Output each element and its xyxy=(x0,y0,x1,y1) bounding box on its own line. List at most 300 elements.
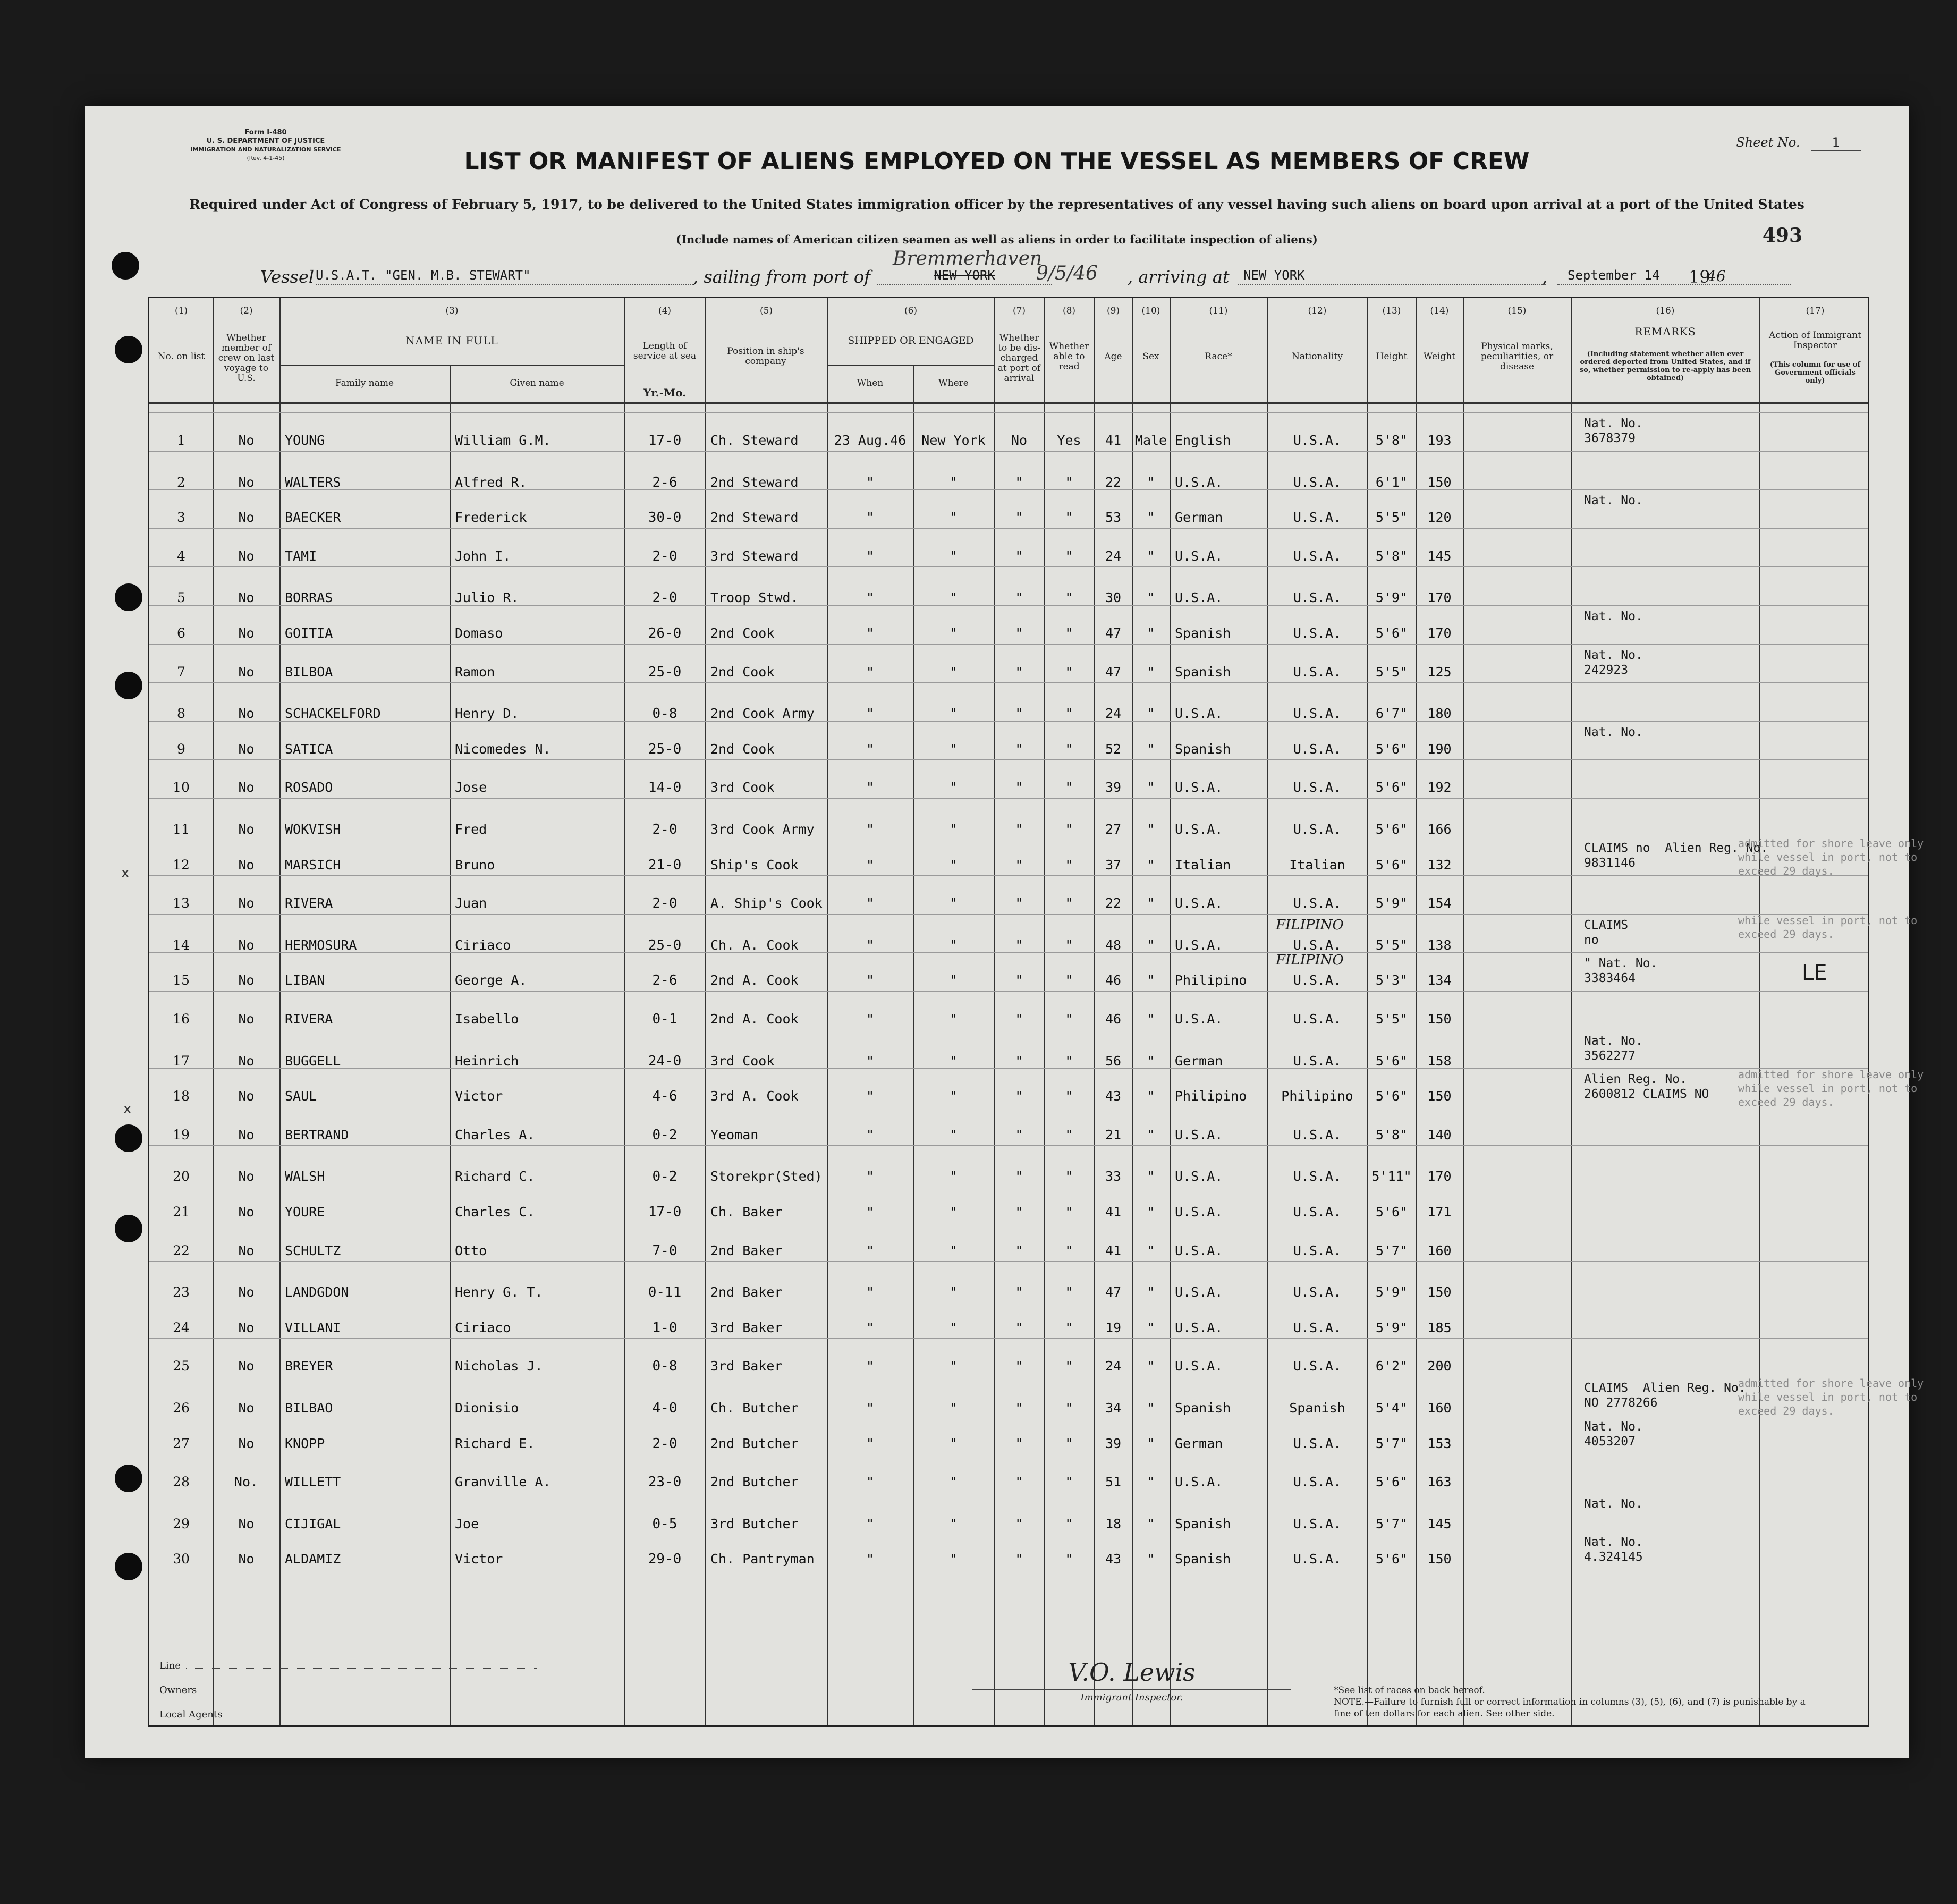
cell-service: 2-0 xyxy=(652,1435,677,1452)
cell-where: " xyxy=(949,1400,958,1416)
ledger-rule xyxy=(149,1145,1868,1146)
cell-family: SCHULTZ xyxy=(285,1242,341,1258)
cell-age: 22 xyxy=(1105,895,1122,911)
cell-service: 4-0 xyxy=(652,1400,677,1416)
cell-given: Juan xyxy=(455,895,487,911)
cell-read: " xyxy=(1065,548,1073,564)
cell-disch: " xyxy=(1015,822,1023,837)
manifest-sheet xyxy=(85,106,1924,1758)
cell-nat: U.S.A. xyxy=(1293,1474,1342,1490)
cell-sex: " xyxy=(1147,741,1155,757)
cell-no: 1 xyxy=(177,433,185,448)
cell-family: KNOPP xyxy=(285,1435,325,1451)
cell-where: " xyxy=(949,1053,958,1069)
cell-when: " xyxy=(866,510,875,526)
cell-height: 5'8" xyxy=(1375,548,1408,564)
cell-nat: Philipino xyxy=(1281,1088,1353,1104)
cell-nat: U.S.A. xyxy=(1293,474,1342,490)
cell-where: " xyxy=(949,822,958,837)
cell-nat: U.S.A. xyxy=(1293,780,1342,796)
cell-given: Isabello xyxy=(455,1011,519,1027)
cell-no: 4 xyxy=(177,548,185,564)
cell-weight: 166 xyxy=(1427,822,1452,837)
sheet-number: Sheet No. 1 xyxy=(1736,135,1861,150)
cell-weight: 163 xyxy=(1427,1474,1452,1490)
cell-nat: U.S.A. xyxy=(1293,1358,1342,1374)
cell-when: " xyxy=(866,1319,875,1335)
cell-when: " xyxy=(866,857,875,873)
cell-weight: 190 xyxy=(1427,741,1452,757)
cell-height: 5'6" xyxy=(1375,1474,1408,1490)
cell-when: " xyxy=(866,1242,875,1258)
cell-nat: U.S.A. xyxy=(1293,1011,1342,1027)
cell-when: " xyxy=(866,937,875,953)
cell-disch: " xyxy=(1015,474,1023,490)
cell-age: 47 xyxy=(1105,1284,1122,1300)
cell-family: YOURE xyxy=(285,1204,325,1220)
cell-height: 5'5" xyxy=(1375,937,1408,953)
remark-faded-stamp: admitted for shore leave only while vessel in port, not to exceed 29 days. xyxy=(1738,1377,1924,1417)
cell-sex: " xyxy=(1147,1551,1155,1567)
cell-age: 33 xyxy=(1105,1169,1122,1184)
cell-last: No xyxy=(238,590,255,606)
cell-last: No xyxy=(238,1516,255,1531)
cell-when: " xyxy=(866,780,875,796)
cell-nat: U.S.A. xyxy=(1293,895,1342,911)
cell-position: 3rd Cook Army xyxy=(710,822,815,837)
punch-hole xyxy=(115,1124,142,1152)
cell-race: U.S.A. xyxy=(1175,1474,1223,1490)
cell-service: 2-0 xyxy=(652,548,677,564)
punch-hole xyxy=(115,1215,142,1242)
cell-given: John I. xyxy=(455,548,511,564)
cell-service: 14-0 xyxy=(648,780,682,796)
inspector-signature xyxy=(972,1658,1291,1703)
cell-weight: 134 xyxy=(1427,972,1452,988)
cell-disch: " xyxy=(1015,1358,1023,1374)
cell-no: 7 xyxy=(177,664,185,680)
cell-disch: " xyxy=(1015,857,1023,873)
cell-when: " xyxy=(866,625,875,641)
cell-sex: " xyxy=(1147,780,1155,796)
cell-nat: U.S.A. xyxy=(1293,1242,1342,1258)
cell-height: 5'3" xyxy=(1375,972,1408,988)
cell-disch: " xyxy=(1015,1204,1023,1220)
cell-sex: " xyxy=(1147,510,1155,526)
cell-service: 23-0 xyxy=(648,1474,682,1491)
cell-family: GOITIA xyxy=(285,625,333,641)
cell-disch: " xyxy=(1015,1088,1023,1104)
cell-age: 37 xyxy=(1105,857,1122,873)
cell-position: A. Ship's Cook xyxy=(710,895,823,911)
cell-family: VILLANI xyxy=(285,1319,341,1335)
cell-given: Heinrich xyxy=(455,1053,519,1069)
nationality-handwritten: FILIPINO xyxy=(1276,952,1344,969)
cell-age: 19 xyxy=(1105,1319,1122,1335)
cell-sex: " xyxy=(1147,1011,1155,1027)
cell-disch: " xyxy=(1015,1053,1023,1069)
cell-height: 5'6" xyxy=(1375,1551,1408,1567)
cell-family: BAECKER xyxy=(285,510,341,526)
cell-no: 23 xyxy=(173,1284,190,1300)
inspector-action-mark: LE xyxy=(1802,961,1827,986)
cell-nat: U.S.A. xyxy=(1293,1435,1342,1451)
cell-where: " xyxy=(949,780,958,796)
remark-text: Nat. No. xyxy=(1584,494,1643,508)
cell-race: U.S.A. xyxy=(1175,474,1223,490)
cell-no: 11 xyxy=(173,822,190,837)
margin-mark: x xyxy=(121,865,130,881)
sailing-port-handwritten: Bremmerhaven xyxy=(893,248,1043,269)
cell-family: LANDGDON xyxy=(285,1284,349,1300)
cell-when: " xyxy=(866,1284,875,1300)
cell-age: 39 xyxy=(1105,780,1122,796)
col-service-header: Length of service at sea xyxy=(633,341,697,361)
cell-service: 25-0 xyxy=(648,741,682,757)
cell-family: BUGGELL xyxy=(285,1053,341,1069)
punch-hole xyxy=(115,672,142,699)
cell-last: No xyxy=(238,741,255,757)
cell-no: 17 xyxy=(173,1053,190,1069)
cell-read: " xyxy=(1065,1319,1073,1335)
cell-nat: U.S.A. xyxy=(1293,548,1342,564)
cell-read: " xyxy=(1065,937,1073,953)
cell-when: " xyxy=(866,1127,875,1143)
cell-disch: " xyxy=(1015,937,1023,953)
cell-when: " xyxy=(866,590,875,606)
cell-nat: U.S.A. xyxy=(1293,1169,1342,1184)
arrival-date: September 14 xyxy=(1557,268,1791,285)
cell-where: " xyxy=(949,1516,958,1531)
cell-where: " xyxy=(949,937,958,953)
cell-no: 21 xyxy=(173,1204,190,1220)
cell-given: Nicomedes N. xyxy=(455,741,551,757)
cell-weight: 154 xyxy=(1427,895,1452,911)
local-agents-field: Local Agents xyxy=(159,1709,530,1720)
ledger-rule xyxy=(149,798,1868,799)
cell-given: Jose xyxy=(455,780,487,796)
cell-weight: 125 xyxy=(1427,664,1452,680)
cell-last: No xyxy=(238,857,255,873)
cell-sex: " xyxy=(1147,1088,1155,1104)
cell-service: 0-8 xyxy=(652,1358,677,1375)
cell-service: 2-0 xyxy=(652,895,677,912)
cell-family: TAMI xyxy=(285,548,317,564)
cell-sex: " xyxy=(1147,1474,1155,1490)
cell-read: " xyxy=(1065,1435,1073,1451)
cell-age: 18 xyxy=(1105,1516,1122,1531)
cell-no: 5 xyxy=(177,590,185,606)
cell-when: " xyxy=(866,1400,875,1416)
cell-read: " xyxy=(1065,1284,1073,1300)
cell-nat: U.S.A. xyxy=(1293,706,1342,722)
cell-service: 29-0 xyxy=(648,1551,682,1568)
cell-last: No xyxy=(238,1011,255,1027)
cell-nat: U.S.A. xyxy=(1293,433,1342,448)
cell-nat: U.S.A. xyxy=(1293,1551,1342,1567)
remark-text: Nat. No. xyxy=(1584,1496,1643,1511)
cell-nat: U.S.A. xyxy=(1293,1204,1342,1220)
cell-race: U.S.A. xyxy=(1175,1011,1223,1027)
cell-sex: " xyxy=(1147,664,1155,680)
cell-race: U.S.A. xyxy=(1175,1358,1223,1374)
punch-hole xyxy=(115,1465,142,1492)
ledger-rule xyxy=(149,914,1868,915)
page-title: LIST OR MANIFEST OF ALIENS EMPLOYED ON THE VESSEL AS MEMBERS OF CREW xyxy=(464,148,1530,175)
cell-when: " xyxy=(866,474,875,490)
ledger-rule xyxy=(149,682,1868,683)
cell-nat: U.S.A. xyxy=(1293,972,1342,988)
cell-service: 21-0 xyxy=(648,857,682,873)
cell-position: 3rd A. Cook xyxy=(710,1088,799,1104)
cell-when: " xyxy=(866,1551,875,1567)
cell-when: " xyxy=(866,741,875,757)
page-subnote: (Include names of American citizen seamen as well as aliens in order to facilitate inspection of aliens) xyxy=(676,233,1318,246)
cell-where: " xyxy=(949,1127,958,1143)
cell-position: 3rd Cook xyxy=(710,780,775,796)
cell-race: U.S.A. xyxy=(1175,895,1223,911)
line-field: Line xyxy=(159,1660,537,1671)
remark-text: Alien Reg. No. 2600812 CLAIMS NO xyxy=(1584,1072,1709,1102)
cell-position: Storekpr(Sted) xyxy=(710,1169,823,1184)
cell-when: " xyxy=(866,706,875,722)
cell-when: " xyxy=(866,664,875,680)
punch-hole xyxy=(115,583,142,611)
cell-height: 5'7" xyxy=(1375,1242,1408,1258)
cell-age: 24 xyxy=(1105,706,1122,722)
cell-age: 43 xyxy=(1105,1551,1122,1567)
ledger-rule xyxy=(149,528,1868,529)
remark-text: Nat. No. 242923 xyxy=(1584,648,1643,677)
cell-where: " xyxy=(949,1242,958,1258)
cell-weight: 145 xyxy=(1427,1516,1452,1531)
cell-height: 5'11" xyxy=(1371,1169,1412,1184)
cell-weight: 192 xyxy=(1427,780,1452,796)
cell-last: No xyxy=(238,1053,255,1069)
vessel-label: Vessel xyxy=(260,267,315,287)
cell-weight: 150 xyxy=(1427,474,1452,490)
cell-given: Ciriaco xyxy=(455,1319,511,1335)
cell-given: Henry D. xyxy=(455,706,519,722)
cell-last: No xyxy=(238,664,255,680)
cell-sex: " xyxy=(1147,1053,1155,1069)
cell-family: ROSADO xyxy=(285,780,333,796)
cell-family: WOKVISH xyxy=(285,822,341,837)
cell-weight: 160 xyxy=(1427,1400,1452,1416)
cell-where: " xyxy=(949,1358,958,1374)
cell-disch: " xyxy=(1015,1400,1023,1416)
cell-given: Charles C. xyxy=(455,1204,535,1220)
cell-no: 24 xyxy=(173,1319,190,1335)
cell-no: 9 xyxy=(177,741,185,757)
cell-no: 2 xyxy=(177,474,185,490)
cell-last: No xyxy=(238,1435,255,1451)
remark-faded-stamp: while vessel in port, not to exceed 29 days. xyxy=(1738,913,1918,941)
cell-read: " xyxy=(1065,706,1073,722)
cell-last: No xyxy=(238,1088,255,1104)
cell-nat: U.S.A. xyxy=(1293,625,1342,641)
ledger-rule xyxy=(149,759,1868,760)
col-family-header: Family name xyxy=(335,377,394,388)
remark-text: Nat. No. 4053207 xyxy=(1584,1419,1643,1449)
cell-disch: " xyxy=(1015,706,1023,722)
cell-sex: " xyxy=(1147,1319,1155,1335)
cell-weight: 150 xyxy=(1427,1011,1452,1027)
cell-where: " xyxy=(949,1435,958,1451)
cell-no: 29 xyxy=(173,1516,190,1531)
cell-nat: U.S.A. xyxy=(1293,937,1342,953)
cell-sex: " xyxy=(1147,1400,1155,1416)
ledger-rule xyxy=(149,991,1868,992)
cell-height: 5'9" xyxy=(1375,1284,1408,1300)
cell-sex: " xyxy=(1147,1204,1155,1220)
remark-text: Nat. No. 4.324145 xyxy=(1584,1535,1643,1564)
cell-no: 18 xyxy=(173,1088,190,1104)
stamp-number: 493 xyxy=(1762,224,1802,247)
col-service-unit: Yr.-Mo. xyxy=(643,386,687,399)
cell-age: 41 xyxy=(1105,1204,1122,1220)
cell-no: 14 xyxy=(173,937,190,953)
cell-disch: " xyxy=(1015,1435,1023,1451)
cell-age: 27 xyxy=(1105,822,1122,837)
cell-position: 2nd Cook xyxy=(710,664,775,680)
cell-weight: 170 xyxy=(1427,625,1452,641)
sailing-port: NEW YORK xyxy=(877,268,1052,285)
cell-race: U.S.A. xyxy=(1175,548,1223,564)
cell-read: " xyxy=(1065,664,1073,680)
cell-given: Frederick xyxy=(455,510,527,526)
cell-service: 17-0 xyxy=(648,433,682,449)
cell-given: William G.M. xyxy=(455,433,551,448)
margin-mark: x xyxy=(123,1101,132,1117)
remark-text: CLAIMS no xyxy=(1584,918,1629,947)
cell-family: BILBOA xyxy=(285,664,333,680)
cell-no: 6 xyxy=(177,625,185,641)
ledger-rule xyxy=(149,1261,1868,1262)
cell-disch: " xyxy=(1015,1516,1023,1531)
cell-service: 30-0 xyxy=(648,510,682,526)
cell-where: " xyxy=(949,1551,958,1567)
cell-height: 5'8" xyxy=(1375,433,1408,448)
cell-when: " xyxy=(866,548,875,564)
col-action-header: Action of Immigrant Inspector xyxy=(1769,330,1861,351)
cell-no: 30 xyxy=(173,1551,190,1567)
cell-given: Victor xyxy=(455,1551,503,1567)
col-where-header: Where xyxy=(938,377,969,388)
cell-disch: " xyxy=(1015,780,1023,796)
cell-weight: 160 xyxy=(1427,1242,1452,1258)
cell-sex: " xyxy=(1147,1169,1155,1184)
cell-read: " xyxy=(1065,1011,1073,1027)
cell-read: " xyxy=(1065,972,1073,988)
cell-disch: " xyxy=(1015,625,1023,641)
cell-family: CIJIGAL xyxy=(285,1516,341,1531)
form-identifier: Form I-480 U. S. DEPARTMENT OF JUSTICE IMMIGRATION AND NATURALIZATION SERVICE (Rev. 4-1-45) xyxy=(190,129,341,162)
cell-sex: " xyxy=(1147,895,1155,911)
cell-service: 25-0 xyxy=(648,937,682,953)
cell-given: Nicholas J. xyxy=(455,1358,543,1374)
cell-race: Spanish xyxy=(1175,664,1231,680)
cell-nat: U.S.A. xyxy=(1293,590,1342,606)
cell-age: 34 xyxy=(1105,1400,1122,1416)
cell-service: 2-6 xyxy=(652,972,677,989)
cell-weight: 171 xyxy=(1427,1204,1452,1220)
cell-read: " xyxy=(1065,1204,1073,1220)
cell-last: No xyxy=(238,895,255,911)
cell-last: No xyxy=(238,510,255,526)
cell-weight: 138 xyxy=(1427,937,1452,953)
cell-position: 3rd Steward xyxy=(710,548,799,564)
cell-height: 5'6" xyxy=(1375,1053,1408,1069)
cell-where: " xyxy=(949,1284,958,1300)
cell-weight: 200 xyxy=(1427,1358,1452,1374)
cell-height: 6'2" xyxy=(1375,1358,1408,1374)
cell-where: " xyxy=(949,664,958,680)
col-sex-header: Sex xyxy=(1142,351,1159,362)
cell-disch: " xyxy=(1015,1284,1023,1300)
cell-age: 51 xyxy=(1105,1474,1122,1490)
ledger-rule xyxy=(149,412,1868,413)
cell-age: 46 xyxy=(1105,972,1122,988)
page-subtitle: Required under Act of Congress of February 5, 1917, to be delivered to the United States immigration officer by the representatives of any vessel having such aliens on board upon arrival at a port of the United States xyxy=(189,197,1804,212)
cell-family: BORRAS xyxy=(285,590,333,606)
cell-age: 48 xyxy=(1105,937,1122,953)
col-remarks-note: (Including statement whether alien ever ordered deported from United States, and if so, whether permission to re-apply has been obtained) xyxy=(1579,350,1751,382)
cell-read: " xyxy=(1065,857,1073,873)
ledger-rule xyxy=(149,1338,1868,1339)
cell-position: 2nd Cook xyxy=(710,741,775,757)
cell-disch: " xyxy=(1015,1169,1023,1184)
cell-read: " xyxy=(1065,510,1073,526)
cell-read: " xyxy=(1065,1127,1073,1143)
cell-disch: " xyxy=(1015,741,1023,757)
cell-given: Bruno xyxy=(455,857,495,873)
cell-service: 26-0 xyxy=(648,625,682,641)
cell-where: New York xyxy=(921,433,986,448)
cell-last: No xyxy=(238,625,255,641)
sailing-date-handwritten: 9/5/46 xyxy=(1036,263,1098,284)
vessel-name: U.S.A.T. "GEN. M.B. STEWART" xyxy=(316,268,693,285)
cell-last: No xyxy=(238,548,255,564)
cell-sex: " xyxy=(1147,972,1155,988)
cell-position: Ch. Steward xyxy=(710,433,799,448)
cell-family: RIVERA xyxy=(285,895,333,911)
cell-disch: " xyxy=(1015,590,1023,606)
cell-service: 2-6 xyxy=(652,474,677,490)
cell-race: U.S.A. xyxy=(1175,1319,1223,1335)
cell-where: " xyxy=(949,548,958,564)
cell-service: 0-5 xyxy=(652,1516,677,1532)
cell-family: SATICA xyxy=(285,741,333,757)
col-name-header: NAME IN FULL xyxy=(405,334,498,347)
cell-sex: " xyxy=(1147,1516,1155,1531)
cell-family: BERTRAND xyxy=(285,1127,349,1143)
punch-hole xyxy=(115,1553,142,1580)
cell-race: Italian xyxy=(1175,857,1231,873)
cell-family: HERMOSURA xyxy=(285,937,357,953)
cell-height: 6'1" xyxy=(1375,474,1408,490)
col-shipped-header: SHIPPED OR ENGAGED xyxy=(848,334,974,346)
cell-read: " xyxy=(1065,1474,1073,1490)
cell-height: 5'9" xyxy=(1375,1319,1408,1335)
col-discharged-header: Whether to be dis-charged at port of arrival xyxy=(997,333,1041,384)
cell-read: " xyxy=(1065,780,1073,796)
cell-when: " xyxy=(866,1516,875,1531)
cell-race: U.S.A. xyxy=(1175,590,1223,606)
cell-weight: 150 xyxy=(1427,1088,1452,1104)
cell-disch: " xyxy=(1015,664,1023,680)
cell-weight: 153 xyxy=(1427,1435,1452,1451)
